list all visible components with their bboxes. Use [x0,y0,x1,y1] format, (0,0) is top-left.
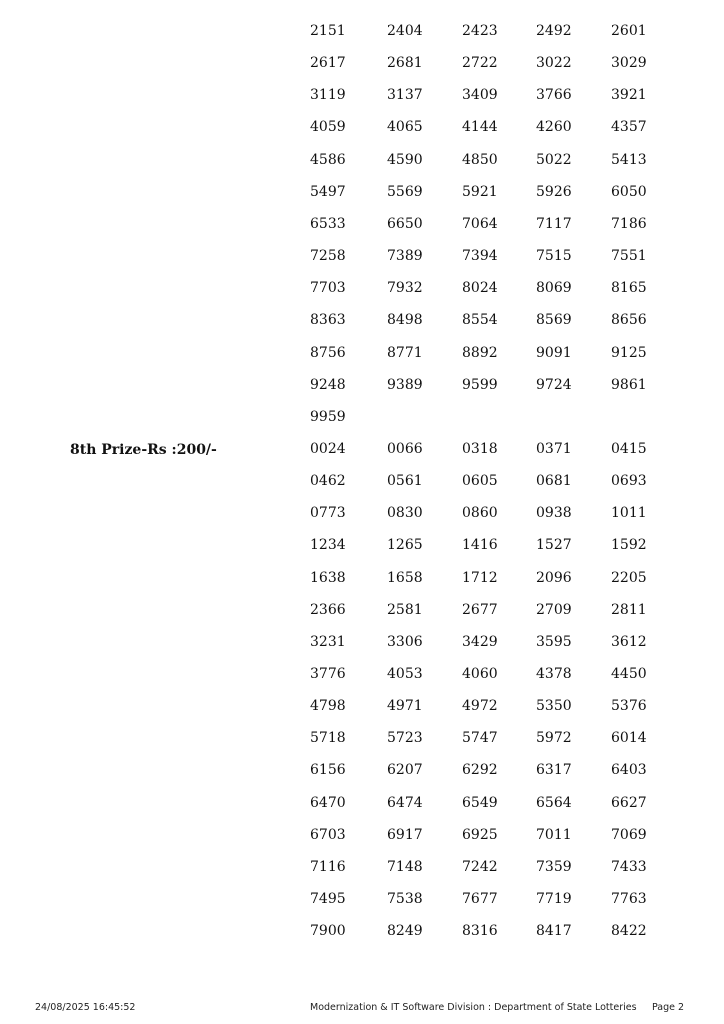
lottery-number: 8656 [611,312,647,328]
lottery-number: 6292 [462,762,498,778]
lottery-number: 7703 [310,280,346,296]
lottery-number: 5350 [536,698,572,714]
lottery-number: 0415 [611,441,647,457]
lottery-number: 6917 [387,827,423,843]
lottery-number: 8249 [387,923,423,939]
lottery-number: 4260 [536,119,572,135]
lottery-number: 0773 [310,505,346,521]
lottery-number: 6470 [310,795,346,811]
lottery-number: 6207 [387,762,423,778]
lottery-number: 6050 [611,184,647,200]
lottery-number: 3119 [310,87,346,103]
lottery-number: 2681 [387,55,423,71]
lottery-number: 8554 [462,312,498,328]
lottery-number: 4586 [310,152,346,168]
lottery-number: 1638 [310,570,346,586]
lottery-number: 4450 [611,666,647,682]
lottery-number: 6627 [611,795,647,811]
lottery-number: 7763 [611,891,647,907]
lottery-number: 2423 [462,23,498,39]
lottery-number: 4378 [536,666,572,682]
lottery-number: 2205 [611,570,647,586]
lottery-number: 6925 [462,827,498,843]
lottery-number: 8165 [611,280,647,296]
lottery-number: 9125 [611,345,647,361]
lottery-number: 6403 [611,762,647,778]
lottery-number: 8069 [536,280,572,296]
lottery-number: 7538 [387,891,423,907]
lottery-number: 5413 [611,152,647,168]
lottery-number: 0561 [387,473,423,489]
lottery-number: 4972 [462,698,498,714]
lottery-number: 5972 [536,730,572,746]
lottery-number: 8417 [536,923,572,939]
lottery-number: 2581 [387,602,423,618]
lottery-number: 0462 [310,473,346,489]
lottery-number: 0860 [462,505,498,521]
lottery-number: 4059 [310,119,346,135]
lottery-number: 5022 [536,152,572,168]
lottery-number: 5747 [462,730,498,746]
lottery-number: 8569 [536,312,572,328]
lottery-number: 9389 [387,377,423,393]
lottery-number: 7932 [387,280,423,296]
lottery-number: 9091 [536,345,572,361]
lottery-number: 4053 [387,666,423,682]
lottery-number: 2366 [310,602,346,618]
lottery-number: 7116 [310,859,346,875]
lottery-number: 9248 [310,377,346,393]
lottery-number: 8363 [310,312,346,328]
lottery-number: 8771 [387,345,423,361]
footer-division: Modernization & IT Software Division : Department of State Lotteries [310,1002,637,1013]
lottery-number: 9599 [462,377,498,393]
lottery-number: 5497 [310,184,346,200]
lottery-number: 7900 [310,923,346,939]
lottery-number: 1011 [611,505,647,521]
lottery-number: 9724 [536,377,572,393]
lottery-number: 7242 [462,859,498,875]
lottery-number: 7148 [387,859,423,875]
lottery-number: 0318 [462,441,498,457]
lottery-number: 4798 [310,698,346,714]
lottery-number: 6650 [387,216,423,232]
lottery-number: 2601 [611,23,647,39]
lottery-number: 2811 [611,602,647,618]
lottery-number: 2404 [387,23,423,39]
lottery-number: 3612 [611,634,647,650]
prize-heading-8th: 8th Prize-Rs :200/- [70,442,217,458]
lottery-number: 6156 [310,762,346,778]
lottery-number: 5376 [611,698,647,714]
lottery-number: 0938 [536,505,572,521]
lottery-number: 4060 [462,666,498,682]
lottery-number: 6014 [611,730,647,746]
lottery-number: 4850 [462,152,498,168]
lottery-number: 7117 [536,216,572,232]
lottery-number: 2617 [310,55,346,71]
lottery-number: 0830 [387,505,423,521]
lottery-number: 1592 [611,537,647,553]
lottery-number: 2151 [310,23,346,39]
lottery-number: 9861 [611,377,647,393]
lottery-number: 7495 [310,891,346,907]
lottery-number: 5921 [462,184,498,200]
lottery-number: 7515 [536,248,572,264]
lottery-number: 0693 [611,473,647,489]
lottery-number: 8316 [462,923,498,939]
lottery-number: 3921 [611,87,647,103]
lottery-number: 6474 [387,795,423,811]
lottery-number: 7394 [462,248,498,264]
lottery-number: 2492 [536,23,572,39]
lottery-number: 2722 [462,55,498,71]
lottery-number: 1527 [536,537,572,553]
lottery-number: 5926 [536,184,572,200]
lottery-number: 3766 [536,87,572,103]
lottery-number: 7186 [611,216,647,232]
lottery-number: 4144 [462,119,498,135]
lottery-number: 8498 [387,312,423,328]
lottery-number: 1234 [310,537,346,553]
lottery-number: 3137 [387,87,423,103]
lottery-number: 3595 [536,634,572,650]
lottery-number: 0024 [310,441,346,457]
lottery-number: 8756 [310,345,346,361]
lottery-number: 1658 [387,570,423,586]
lottery-number: 5569 [387,184,423,200]
lottery-number: 3429 [462,634,498,650]
lottery-number: 7359 [536,859,572,875]
lottery-number: 5723 [387,730,423,746]
lottery-number: 6533 [310,216,346,232]
lottery-number: 8892 [462,345,498,361]
lottery-number: 2709 [536,602,572,618]
lottery-number: 3029 [611,55,647,71]
lottery-number: 3776 [310,666,346,682]
lottery-number: 3022 [536,55,572,71]
footer-timestamp: 24/08/2025 16:45:52 [35,1002,136,1013]
footer-page-number: Page 2 [652,1002,685,1013]
lottery-number: 7551 [611,248,647,264]
lottery-number: 0066 [387,441,423,457]
lottery-number: 7258 [310,248,346,264]
lottery-number: 7433 [611,859,647,875]
lottery-number: 4971 [387,698,423,714]
lottery-number: 7719 [536,891,572,907]
lottery-number: 0605 [462,473,498,489]
lottery-number: 8024 [462,280,498,296]
lottery-number: 6703 [310,827,346,843]
lottery-number: 7389 [387,248,423,264]
lottery-number: 3409 [462,87,498,103]
lottery-number: 2096 [536,570,572,586]
lottery-number: 5718 [310,730,346,746]
lottery-number: 4590 [387,152,423,168]
lottery-number: 7064 [462,216,498,232]
lottery-number: 6564 [536,795,572,811]
lottery-number: 3231 [310,634,346,650]
lottery-number: 7069 [611,827,647,843]
lottery-number: 8422 [611,923,647,939]
lottery-number: 0681 [536,473,572,489]
lottery-number: 1416 [462,537,498,553]
lottery-number: 6549 [462,795,498,811]
lottery-number: 4065 [387,119,423,135]
lottery-number: 6317 [536,762,572,778]
lottery-number: 3306 [387,634,423,650]
lottery-number: 9959 [310,409,346,425]
lottery-number: 2677 [462,602,498,618]
lottery-number: 1712 [462,570,498,586]
lottery-number: 4357 [611,119,647,135]
lottery-number: 1265 [387,537,423,553]
lottery-number: 7677 [462,891,498,907]
lottery-number: 7011 [536,827,572,843]
lottery-number: 0371 [536,441,572,457]
